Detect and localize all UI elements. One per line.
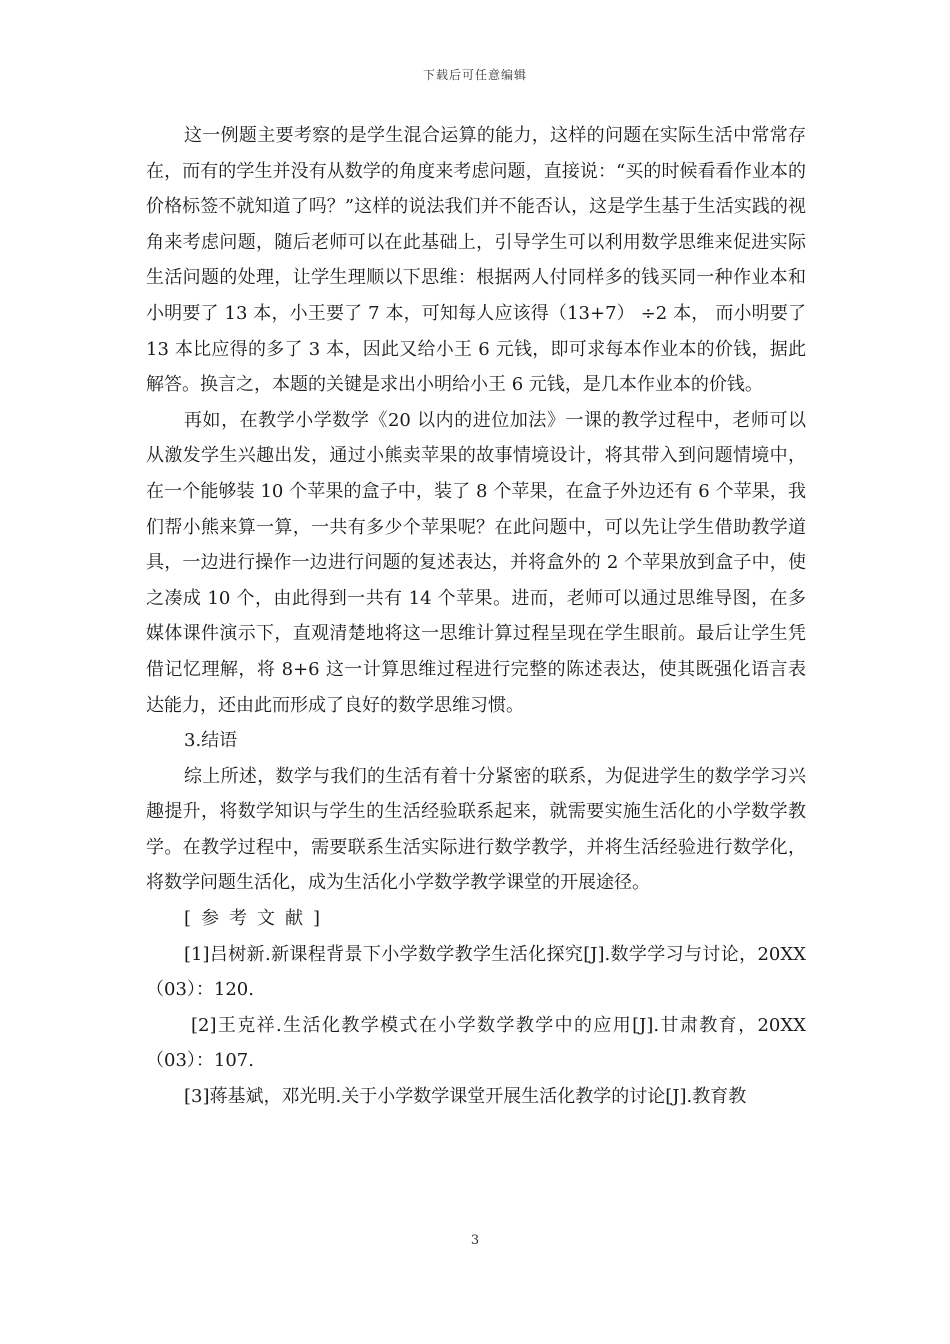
reference-item: [1]吕树新.新课程背景下小学数学教学生活化探究[J].数学学习与讨论，20XX（03）：120. [146,943,806,1001]
reference-item: [2]王克祥.生活化教学模式在小学数学教学中的应用[J].甘肃教育，20XX（03）：107. [146,1014,806,1072]
paragraph: 再如，在教学小学数学《20 以内的进位加法》一课的教学过程中，老师可以从激发学生兴趣出发，通过小熊卖苹果的故事情境设计，将其带入到问题情境中，在一个能够装 10 个苹果的盒子中，装了 8 个苹果，在盒子外边还有 6 个苹果，我们帮小熊来算一算，一共有多少个苹果呢？在此问题中，可以先让学生借助教学道具，一边进行操作一边进行问题的复述表达，并将盒外的 2 个苹果放到盒子中，使之凑成 10 个，由此得到一共有 14 个苹果。进而，老师可以通过思维导图，在多媒体课件演示下，直观清楚地将这一思维计算过程呈现在学生眼前。最后让学生凭借记忆理解，将 8+6 这一计算思维过程进行完整的陈述表达，使其既强化语言表达能力，还由此而形成了良好的数学思维习惯。 [146,409,806,716]
reference-item: [3]蒋基斌，邓光明.关于小学数学课堂开展生活化教学的讨论[J].教育教 [184,1086,747,1108]
section-heading: 3.结语 [184,730,238,752]
page-header: 下载后可任意编辑 [422,68,527,82]
paragraph: 这一例题主要考察的是学生混合运算的能力，这样的问题在实际生活中常常存在，而有的学生并没有从数学的角度来考虑问题，直接说：“买的时候看看作业本的价格标签不就知道了吗？”这样的说法我们并不能否认，这是学生基于生活实践的视角来考虑问题，随后老师可以在此基础上，引导学生可以利用数学思维来促进实际生活问题的处理，让学生理顺以下思维：根据两人付同样多的钱买同一种作业本和小明要了 13 本，小王要了 7 本，可知每人应该得（13+7） ÷2 本， 而小明要了 13 本比应得的多了 3 本，因此又给小王 6 元钱，即可求每本作业本的价钱，据此解答。换言之，本题的关键是求出小明给小王 6 元钱，是几本作业本的价钱。 [146,125,806,396]
conclusion-paragraph: 综上所述，数学与我们的生活有着十分紧密的联系，为促进学生的数学学习兴趣提升，将数学知识与学生的生活经验联系起来，就需要实施生活化的小学数学教学。在教学过程中，需要联系生活实际进行数学教学，并将生活经验进行数学化，将数学问题生活化，成为生活化小学数学教学课堂的开展途径。 [146,765,806,894]
references-title: [参考文献] [184,908,331,930]
document-body [146,118,806,1115]
page-number: 3 [470,1233,480,1248]
